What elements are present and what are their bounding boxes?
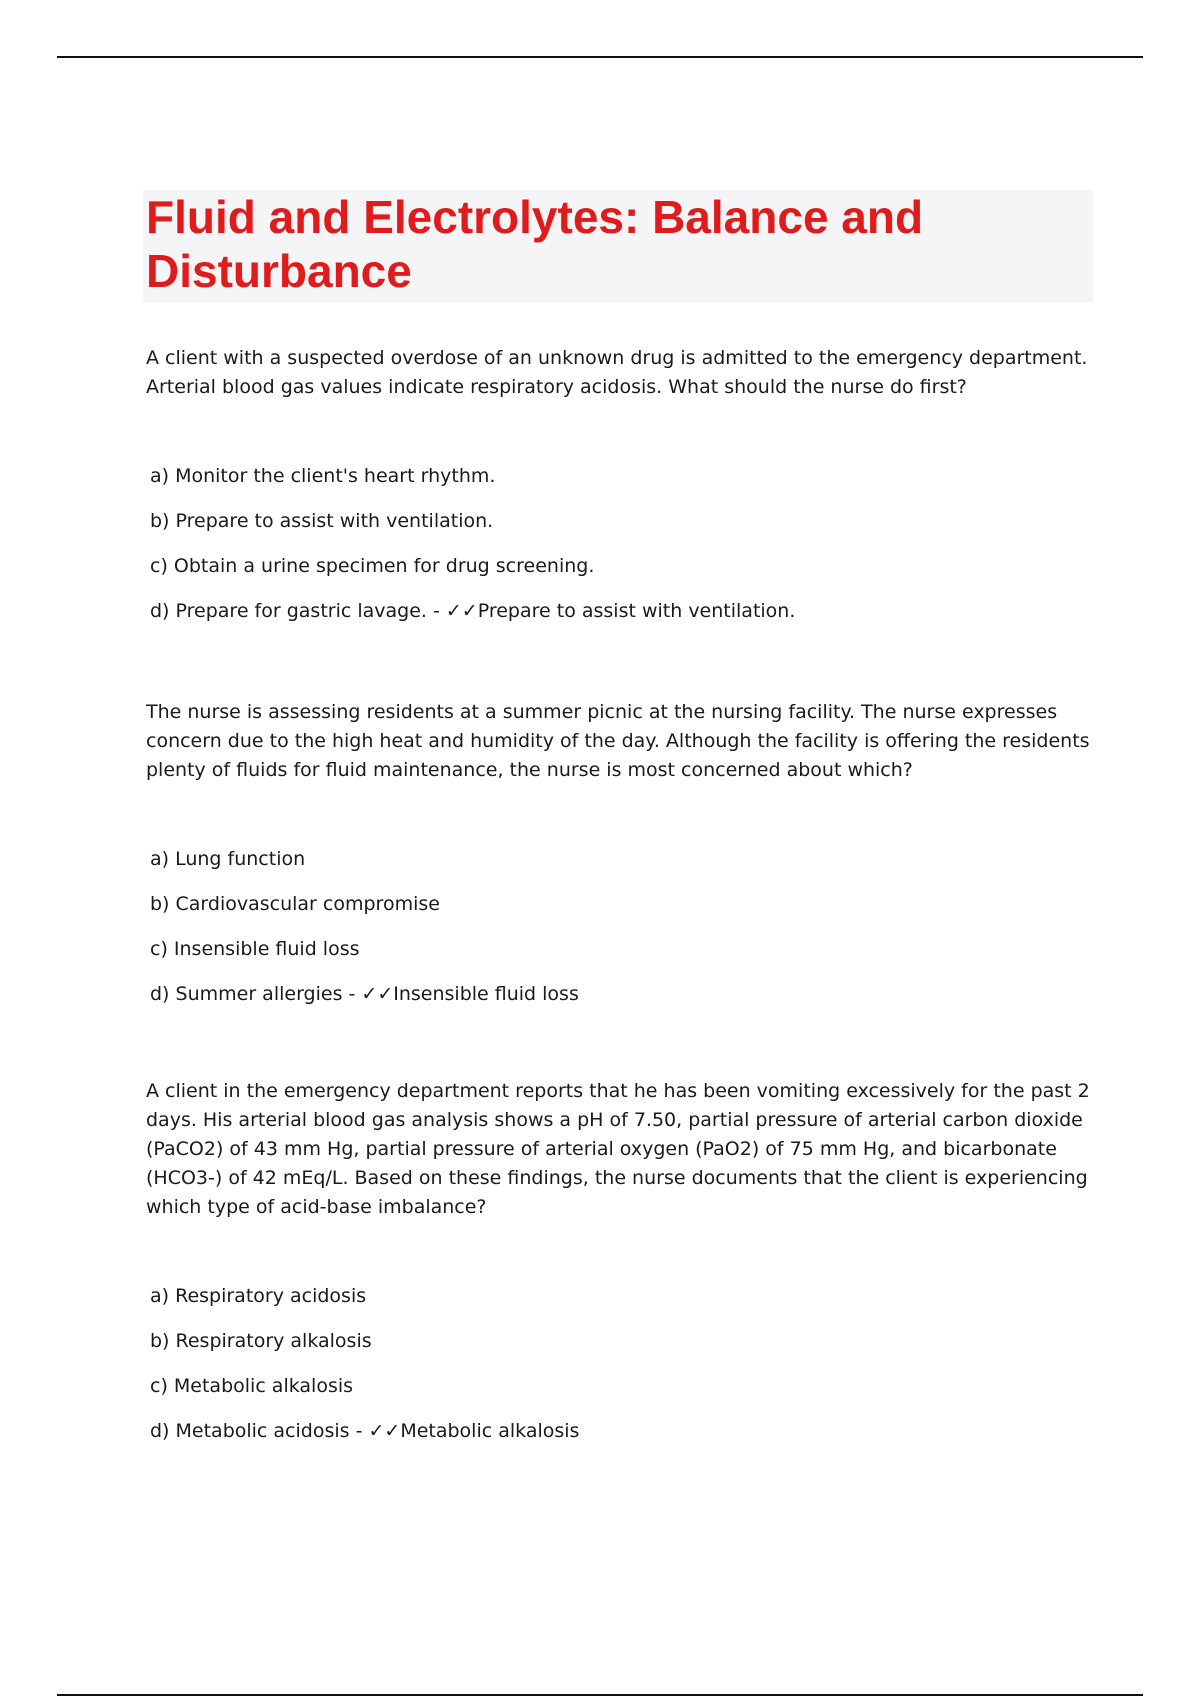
question-text: A client in the emergency department reports that he has been vomiting excessively for the past 2 days. His arterial blood gas analysis shows a pH of 7.50, partial pressure of arterial carbon dioxide (PaCO2) of 43 mm Hg, partial pressure of arterial oxygen (PaO2) of 75 mm Hg, and bicarbonate (HCO3-) of 42 mEq/L. Based on these findings, the nurse documents that the client is experiencing which type of acid-base imbalance?: [146, 1080, 1090, 1218]
answer-option-with-key: d) Metabolic acidosis - ✓✓Metabolic alkalosis: [150, 1420, 580, 1442]
question-text: The nurse is assessing residents at a summer picnic at the nursing facility. The nurse expresses concern due to the high heat and humidity of the day. Although the facility is offering the residents plenty of fluids for fluid maintenance, the nurse is most concerned about which?: [146, 701, 1090, 781]
answer-option: c) Metabolic alkalosis: [150, 1375, 354, 1397]
answer-option-with-key: d) Prepare for gastric lavage. - ✓✓Prepare to assist with ventilation.: [150, 600, 796, 622]
question-block-1: [146, 344, 1091, 626]
question-block-2: [146, 698, 1091, 1009]
header-rule: [57, 56, 1143, 58]
question-block-3: [146, 1077, 1091, 1446]
answer-options: [146, 845, 1091, 1009]
answer-option: c) Obtain a urine specimen for drug screening.: [150, 555, 595, 577]
answer-option: b) Respiratory alkalosis: [150, 1330, 372, 1352]
document-title: Fluid and Electrolytes: Balance and Disturbance: [146, 191, 924, 297]
footer-rule: [57, 1694, 1143, 1696]
answer-options: [146, 462, 1091, 626]
answer-option: a) Monitor the client's heart rhythm.: [150, 465, 496, 487]
answer-option: c) Insensible fluid loss: [150, 938, 360, 960]
answer-option: a) Respiratory acidosis: [150, 1285, 367, 1307]
title-banner: [143, 190, 1093, 302]
answer-option: a) Lung function: [150, 848, 306, 870]
question-text: A client with a suspected overdose of an unknown drug is admitted to the emergency department. Arterial blood gas values indicate respiratory acidosis. What should the nurse do first?: [146, 347, 1088, 398]
answer-option: b) Prepare to assist with ventilation.: [150, 510, 494, 532]
answer-option-with-key: d) Summer allergies - ✓✓Insensible fluid loss: [150, 983, 579, 1005]
answer-option: b) Cardiovascular compromise: [150, 893, 440, 915]
answer-options: [146, 1282, 1091, 1446]
